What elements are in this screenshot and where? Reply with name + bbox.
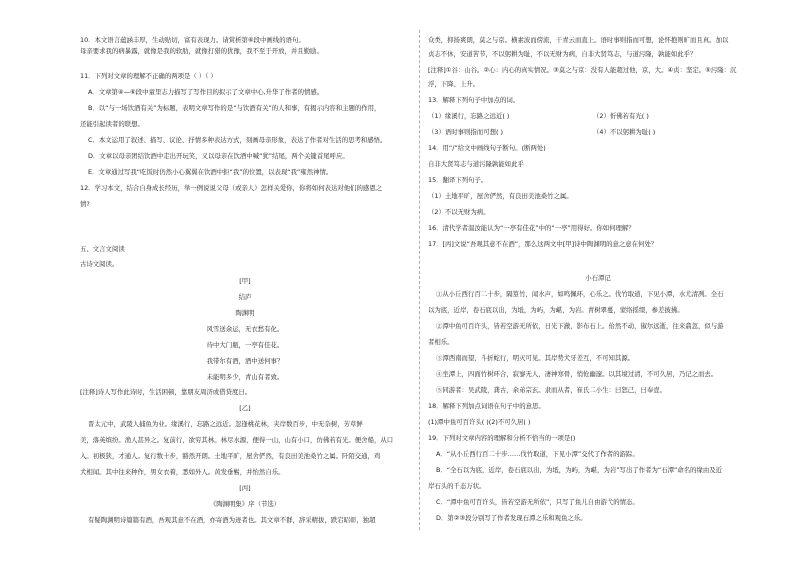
ding-title: 小石潭记	[585, 274, 611, 282]
q10-line-2: 母亲要求我的病暴露，就像是我的软肋，就像打猎的犹豫，我不至于开放，并且勤励。	[80, 47, 323, 55]
ding-para-3: ③潭西南而望，斗折蛇行，明灭可见。其岸势犬牙差互，不可知其源。	[436, 354, 635, 362]
q12-stem-cont: 情?	[80, 200, 90, 208]
q13-item-4: （4）不以躬耕为耻( )	[593, 128, 656, 136]
jia-note: [注释]诗人写作此诗时，生活困顿，靠朋友周济或借贷度日。	[80, 388, 252, 396]
q16-stem: 16．清代学者温汝能认为“一亭有佳花”中的“一亭”用得好。你如何理解？	[428, 224, 635, 232]
q19-option-c: C．“潭中鱼可百许头，皆若空游无所依”，只写了鱼儿自由游弋的情态。	[436, 498, 639, 506]
q14-sentence: 自非大贤笃志与道污隆孰能如此乎	[428, 160, 524, 168]
bing-line-2: 众类，抑扬爽朗，莫之与京。横素波而傍流，干青云而直上。语时事则指而可想，论怀抱则旷而且真。加以	[428, 36, 729, 44]
q12-stem: 12．学习本文，结合自身成长经历，举一例说说父母（或亲人）怎样关爱你，你将如何表达对他们的感恩之	[80, 184, 383, 192]
q19-option-d: D．第②③段分别写了作者发现石潭之乐和观鱼之乐。	[436, 514, 587, 522]
column-divider	[419, 30, 420, 530]
q15-item-1: （1）土地平旷，屋舍俨然，有良田美池桑竹之属。	[428, 192, 573, 200]
q11-option-e: E．文章通过写我“吃饭时仍然小心翼翼在饮酒中拒“我”的位置，以表现“我”雍然神情。	[88, 168, 333, 176]
q19-option-b: B．“全石以为底，近岸，卷石底以出，为坻，为屿，为嵁，为岩”写出了作者为“石潭”命名的缘由及近	[436, 466, 723, 474]
bing-tag: [丙]	[239, 484, 251, 492]
poem-line-3: 我带尔有酒，酒中送何事？	[206, 357, 284, 365]
bing-title: 《陶渊明集》序（节选）	[209, 500, 281, 508]
q17-stem: 17．[丙]文说“吾观其意不在酒”，那么这两文中[甲]诗中陶渊明的意之意在何处？	[428, 240, 658, 248]
q19-option-a: A．“从小丘西行百二十步……伐竹取道，下见小潭”交代了作者的游踪。	[436, 450, 639, 458]
q10-line: 10．本文语言蕴涵丰厚，生动贴切，富有表现力。请赏析第⑥段中画线的语句。	[80, 36, 305, 44]
q11-option-a: A．文章第④—⑥段中童里志力描写了写作目的拟示了文章中心,升华了作者的情感。	[88, 88, 324, 96]
q19-stem: 19．下列对文章内容的理解和分析不恰当的一项是()	[428, 434, 576, 442]
poem-line-2: 待中大门瓶，一亭有佳花。	[206, 341, 284, 349]
q11-option-c: C．本文运用了叙述、描写、议论、抒情多种表达方式，刻画母亲形象，表达了作者对生活的思考和感悟。	[88, 136, 387, 144]
q11-stem: 11．下列对文章的理解不正确的两项是（ ）（ ）	[80, 72, 217, 80]
q11-option-b: B．以“与一场饮酒有关”为标题，表明文章写作的是“与饮酒有关”的人和事，有揭示内容和主题的作用，	[88, 104, 381, 112]
poem-line-1: 风雪送余运，无衣愁有化。	[206, 325, 284, 333]
bing-line-3: 贞志不休，安道苦节，不以躬耕为耻，不以无财为病，自非大贤笃志，与道污隆，孰能如此乎？	[428, 50, 697, 58]
jia-author: 陶渊明	[235, 309, 255, 317]
ding-para-4: ④坐潭上，四面竹树环合，寂寥无人，凄神寒骨，悄怆幽邃。以其境过清，不可久居，乃记之而去。	[436, 370, 718, 378]
q13-item-1: （1）缘溪行，忘路之远近( )	[428, 112, 510, 120]
jia-title: 结庐	[238, 293, 252, 301]
ding-para-1: ①从小丘西行百二十步，隔篁竹，闻水声，如鸣佩环，心乐之。伐竹取道，下见小潭，水尤清冽。全石	[436, 290, 724, 298]
q18-stem: 18．解释下列加点词语在句子中的意思。	[428, 402, 545, 410]
section-5-heading: 五、文言文阅读	[80, 245, 125, 253]
ding-para-5: ⑤同游者：吴武陵，龚古，余弟宗玄。隶而从者，崔氏二小生：曰恕己，曰奉壹。	[436, 386, 667, 394]
jia-tag: [甲]	[239, 277, 251, 285]
q11-option-b-cont: 还能引起读者的联想。	[80, 120, 144, 128]
q19-option-b-cont: 岸石头的千态万状。	[428, 482, 486, 490]
q15-item-2: （2）不以无财为病。	[428, 208, 490, 216]
poem-line-4: 未能明多少，青山有者致。	[206, 373, 284, 381]
yi-line-2: 美，落英缤纷。渔人甚异之。复前行，欲穷其林。林尽水源，便得一山，山有小口，仿佛若有光。便舍船，从口	[80, 436, 394, 444]
ding-para-2-cont: 者相乐。	[428, 338, 454, 346]
section-5-intro: 古诗文阅读。	[80, 260, 119, 268]
q18-items: (1)潭中鱼可百许头( )(2)不可久居( )	[428, 418, 531, 426]
yi-line-4: 犬相闻。其中往来种作，男女衣着，悉如外人。黄发垂髫，并怡然自乐。	[80, 468, 285, 476]
q13-item-3: （3）语时事则指而可想( )	[428, 128, 503, 136]
q13-stem: 13．解释下列句子中加点的词。	[428, 96, 520, 104]
yi-tag: [乙]	[239, 404, 251, 412]
q15-stem: 15．翻译下列句子。	[428, 176, 488, 184]
bing-note: [注释]①谷：山谷。②心：内心的真实情况。③莫之与京：没有人能超过他，京，大。④贞：坚定。⑤污隆：沉	[428, 66, 737, 74]
q14-stem: 14．用“/”给文中画线句子断句。(断两处)	[428, 144, 546, 152]
bing-line-1: 有疑陶渊明诗篇篇有酒，吾观其意不在酒，亦寄酒为迹者也。其文章不群，辞采精拔，跌宕昭彰，独超	[88, 516, 376, 524]
q11-option-d: D．文章以母亲团结饮酒中走出开玩笑，又以母亲在饮酒中喊“犹”结尾，两个关键首尾呼应。	[88, 152, 349, 160]
q13-item-2: （2）忻佛若有光( )	[593, 112, 649, 120]
ding-para-1-cont: 以为底，近岸，卷石底以出，为坻，为屿，为嵁，为岩。青树翠蔓，蒙络摇缀，参差披拂。	[428, 306, 684, 314]
yi-line-3: 入。初极狭，才通人。复行数十步，豁然开朗。土地平旷，屋舍俨然，有良田美池桑竹之属。阡陌交通，鸡	[80, 452, 381, 460]
yi-line-1: 晋太元中，武陵人捕鱼为业。缘溪行，忘路之远近。忽逢桃花林，夹岸数百步，中无杂树，芳草鲜	[88, 420, 363, 428]
ding-para-2: ②潭中鱼可百许头，皆若空游无所依，日光下澈，影布石上。佁然不动，俶尔远逝，往来翕忽，似与游	[436, 322, 724, 330]
bing-note-cont: 浮，下降、上升。	[428, 80, 480, 88]
